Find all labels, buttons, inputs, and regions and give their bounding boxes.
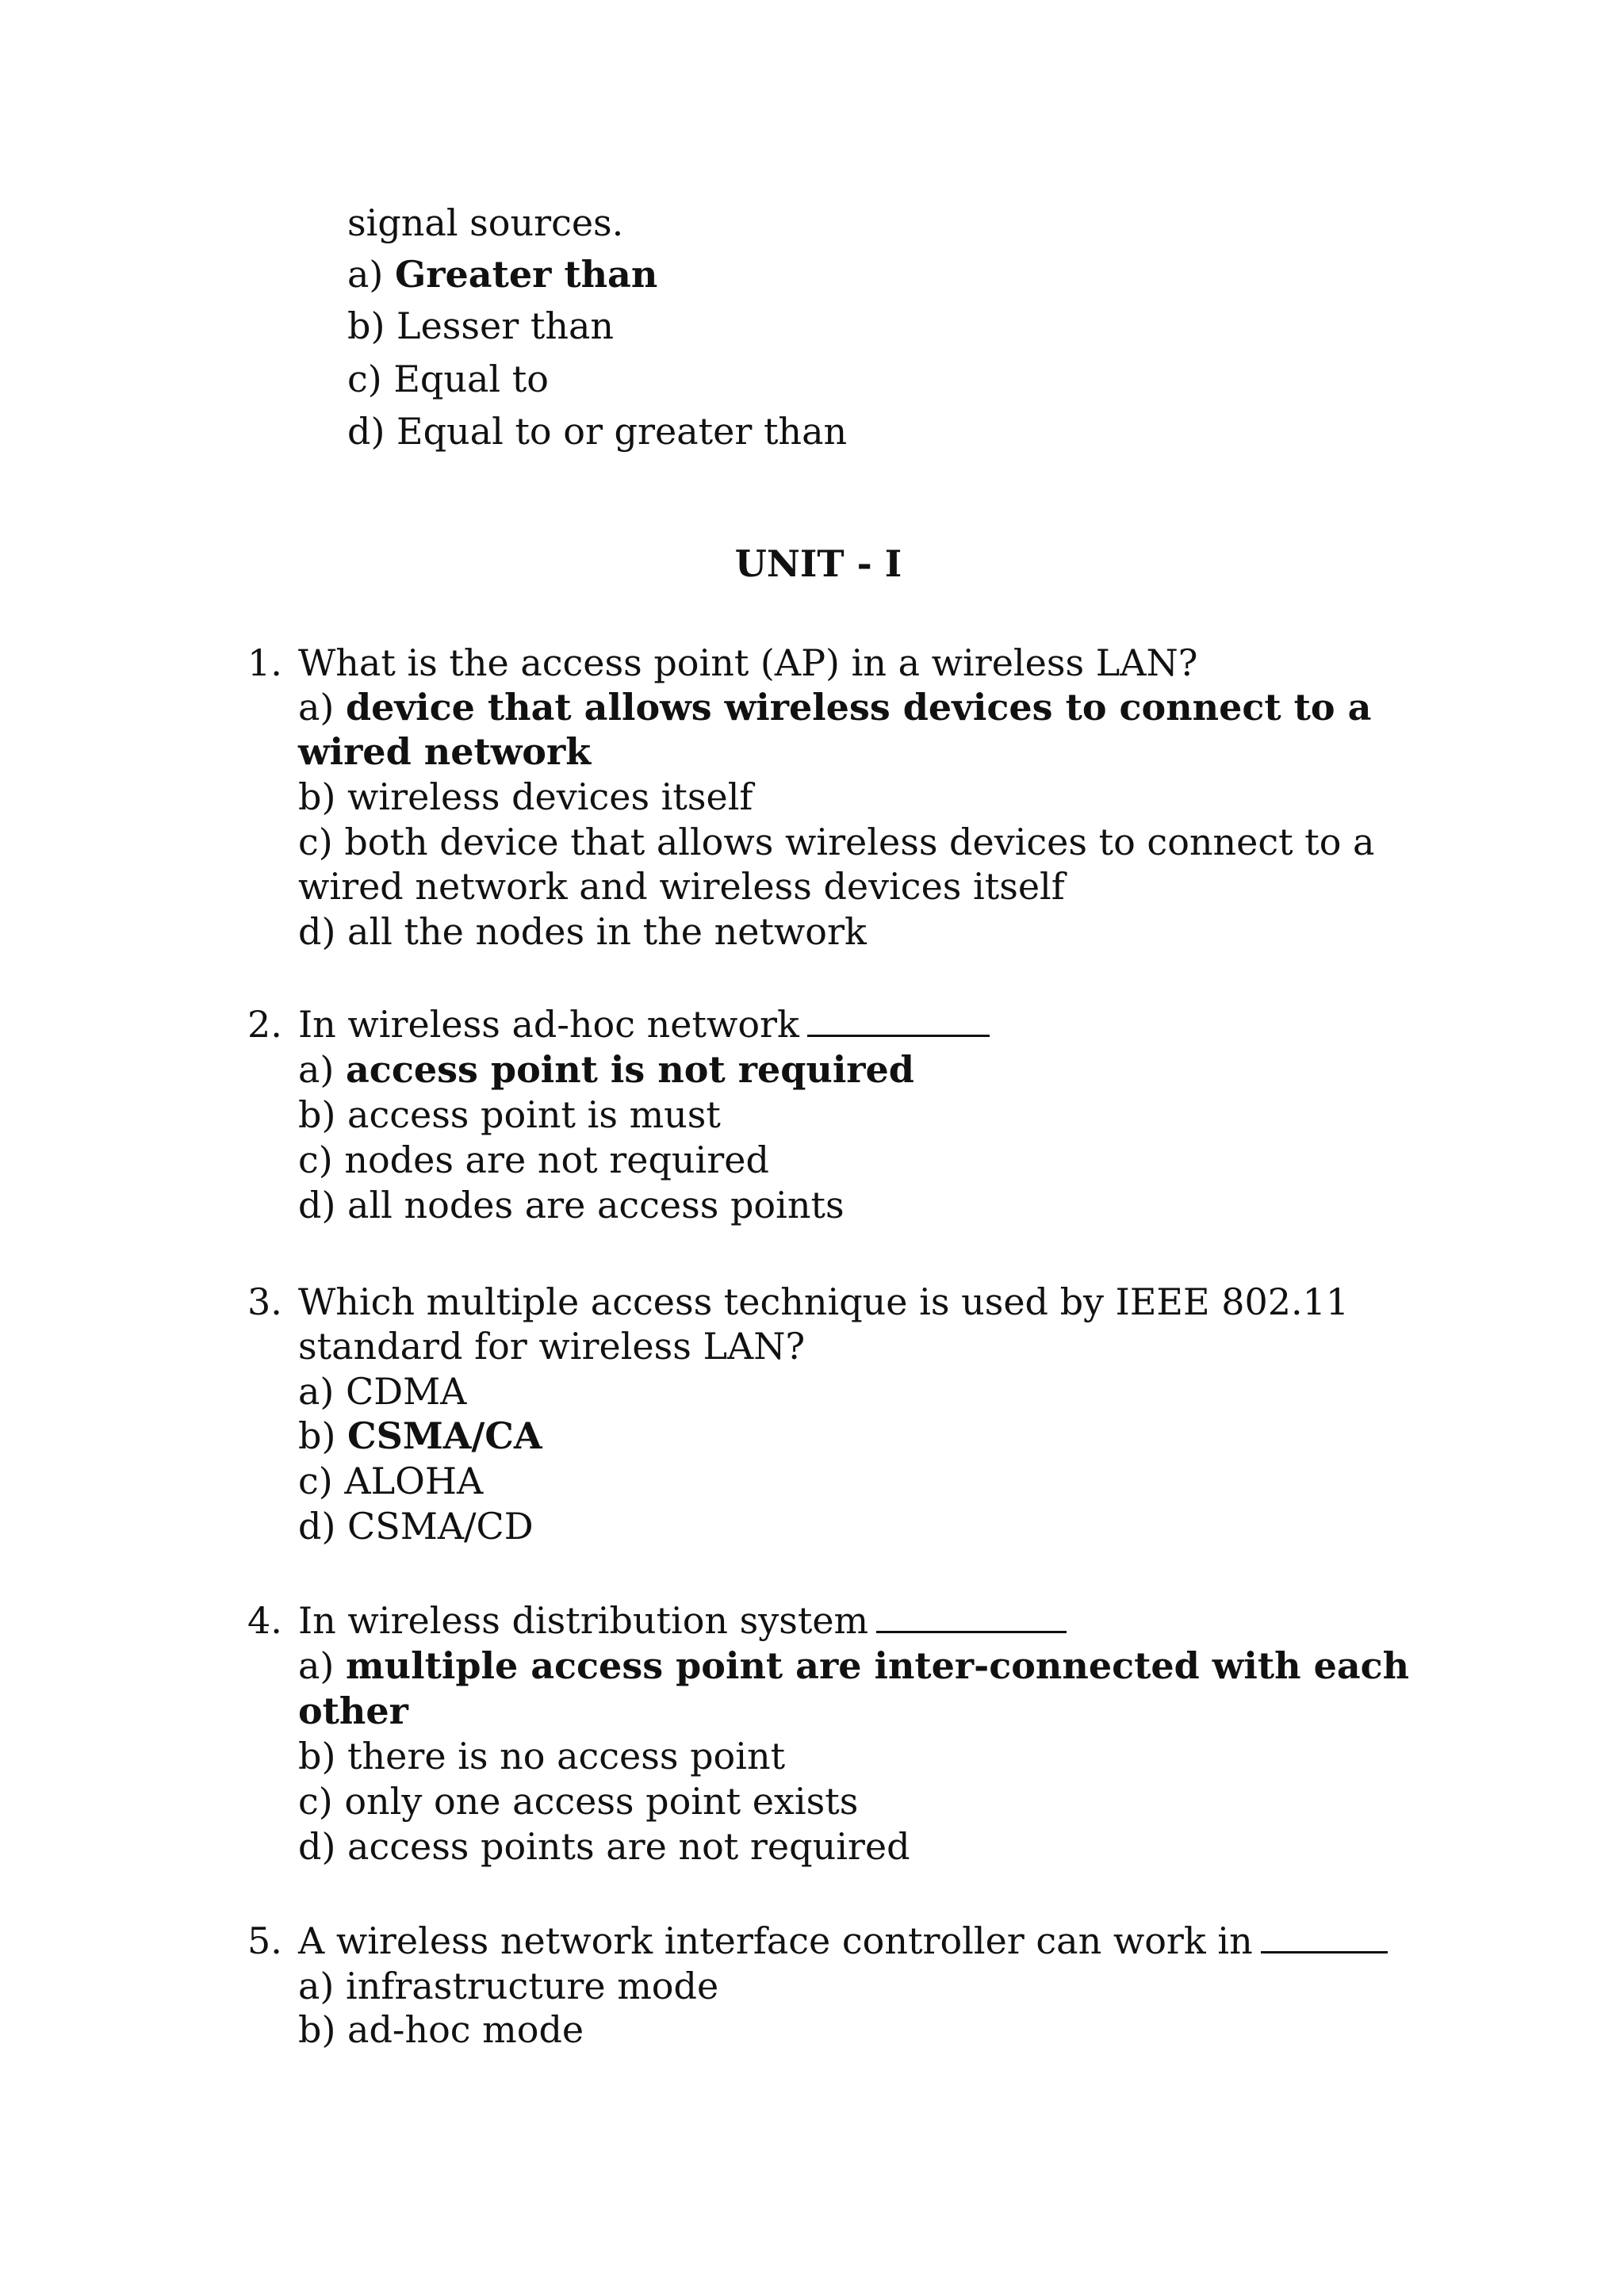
question-1-option-b: b) wireless devices itself <box>298 775 753 818</box>
question-5-number: 5. <box>247 1919 282 1962</box>
question-3-text-cont: standard for wireless LAN? <box>298 1325 806 1368</box>
prev-option-c: c) Equal to <box>347 358 549 400</box>
question-4-option-a: a) multiple access point are inter-connected with each <box>298 1644 1410 1687</box>
question-3-option-c: c) ALOHA <box>298 1460 484 1502</box>
question-4-option-a-cont: other <box>298 1689 408 1732</box>
question-2-option-d: d) all nodes are access points <box>298 1184 845 1226</box>
question-4-option-c: c) only one access point exists <box>298 1780 859 1823</box>
question-2-option-b: b) access point is must <box>298 1093 721 1136</box>
question-3-option-a: a) CDMA <box>298 1370 467 1413</box>
question-3-number: 3. <box>247 1280 282 1323</box>
question-3-option-b: b) CSMA/CA <box>298 1414 542 1457</box>
question-1-option-c-cont: wired network and wireless devices itself <box>298 865 1065 908</box>
question-1-option-d: d) all the nodes in the network <box>298 910 867 953</box>
question-4-option-d: d) access points are not required <box>298 1825 910 1868</box>
prev-question-tail: signal sources. <box>347 201 624 244</box>
question-3-text: Which multiple access technique is used by IEEE 802.11 <box>298 1280 1350 1323</box>
answer-blank <box>807 1006 990 1037</box>
question-3-option-d: d) CSMA/CD <box>298 1505 534 1548</box>
question-4-option-b: b) there is no access point <box>298 1735 786 1777</box>
prev-option-b: b) Lesser than <box>347 304 615 347</box>
question-2-option-a: a) access point is not required <box>298 1048 914 1091</box>
question-4-number: 4. <box>247 1599 282 1642</box>
prev-option-a: a) Greater than <box>347 253 658 296</box>
question-2-option-c: c) nodes are not required <box>298 1138 769 1181</box>
question-5-option-b: b) ad-hoc mode <box>298 2008 584 2051</box>
question-5-text: A wireless network interface controller can work in <box>298 1919 1388 1963</box>
question-4-text: In wireless distribution system <box>298 1598 1067 1643</box>
question-5-option-a: a) infrastructure mode <box>298 1965 719 2007</box>
question-1-number: 1. <box>247 641 282 684</box>
answer-blank <box>1261 1923 1388 1954</box>
answer-blank <box>876 1602 1067 1633</box>
question-1-option-a: a) device that allows wireless devices to connect to a <box>298 686 1372 729</box>
question-1-option-c: c) both device that allows wireless devices to connect to a <box>298 821 1375 863</box>
prev-option-d: d) Equal to or greater than <box>347 410 848 453</box>
question-2-number: 2. <box>247 1003 282 1046</box>
question-1-text: What is the access point (AP) in a wireless LAN? <box>298 641 1198 684</box>
question-1-option-a-cont: wired network <box>298 730 592 773</box>
unit-heading: UNIT - I <box>734 542 902 585</box>
question-2-text: In wireless ad-hoc network <box>298 1002 990 1047</box>
